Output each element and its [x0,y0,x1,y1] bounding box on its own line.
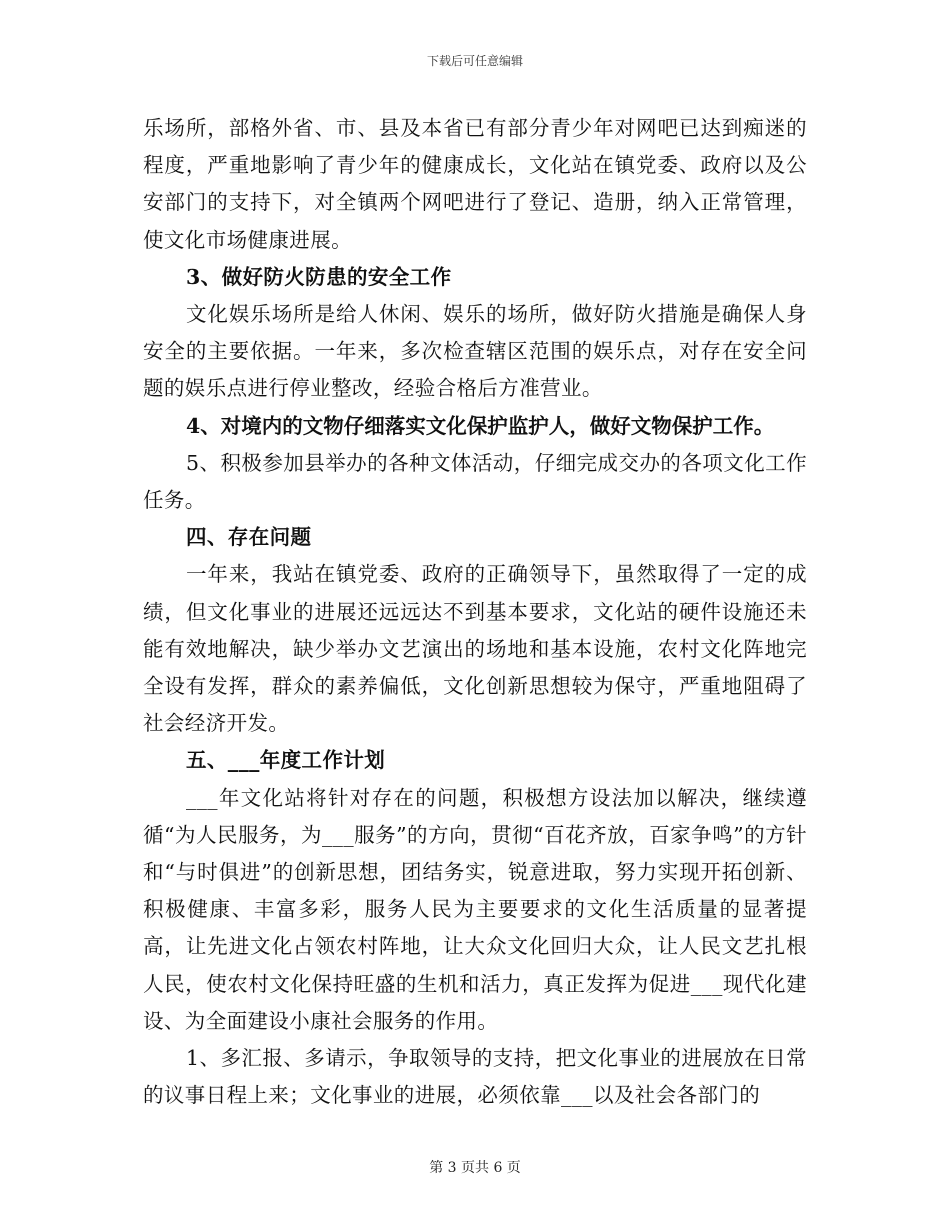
paragraph-report-request: 1、多汇报、多请示，争取领导的支持，把文化事业的进展放在日常的议事日程上来；文化事业的进展，必须依靠___以及社会各部门的 [143,1046,807,1108]
heading-fire-safety: 3、做好防火防患的安全工作 [186,264,452,289]
paragraph-continued: 乐场所，部格外省、市、县及本省已有部分青少年对网吧已达到痴迷的程度，严重地影响了青少年的健康成长，文化站在镇党委、政府以及公安部门的支持下，对全镇两个网吧进行了登记、造册，纳入正常管理，使文化市场健康进展。 [143,116,807,252]
heading-existing-problems: 四、存在问题 [186,525,312,550]
page-header: 下载后可任意编辑 [426,54,523,68]
heading-annual-plan: 五、___年度工作计划 [186,748,386,773]
paragraph-county-activities: 5、积极参加县举办的各种文体活动，仔细完成交办的各项文化工作任务。 [143,450,807,513]
page-footer: 第 3 页共 6 页 [429,1160,521,1176]
paragraph-existing-problems: 一年来，我站在镇党委、政府的正确领导下，虽然取得了一定的成绩，但文化事业的进展还远远达不到基本要求，文化站的硬件设施还未能有效地解决，缺少举办文艺演出的场地和基本设施，农村文化阵地完全设有发挥，群众的素养偏低，文化创新思想较为保守，严重地阻碍了社会经济开发。 [143,562,807,736]
paragraph-fire-safety: 文化娱乐场所是给人休闲、娱乐的场所，做好防火措施是确保人身安全的主要依据。一年来，多次检查辖区范围的娱乐点，对存在安全问题的娱乐点进行停业整改，经验合格后方准营业。 [143,302,807,401]
document-body [143,110,807,1114]
heading-heritage-protection: 4、对境内的文物仔细落实文化保护监护人，做好文物保护工作。 [186,413,775,438]
paragraph-annual-plan: ___年文化站将针对存在的问题，积极想方设法加以解决，继续遵循“为人民服务，为___服务”的方向，贯彻“百花齐放，百家争鸣”的方针和“与时俱进”的创新思想，团结务实，锐意进取，努力实现开拓创新、积极健康、丰富多彩，服务人民为主要要求的文化生活质量的显著提高，让先进文化占领农村阵地，让大众文化回归大众，让人民文艺扎根人民，使农村文化保持旺盛的生机和活力，真正发挥为促进___现代化建设、为全面建设小康社会服务的作用。 [143,785,807,1033]
